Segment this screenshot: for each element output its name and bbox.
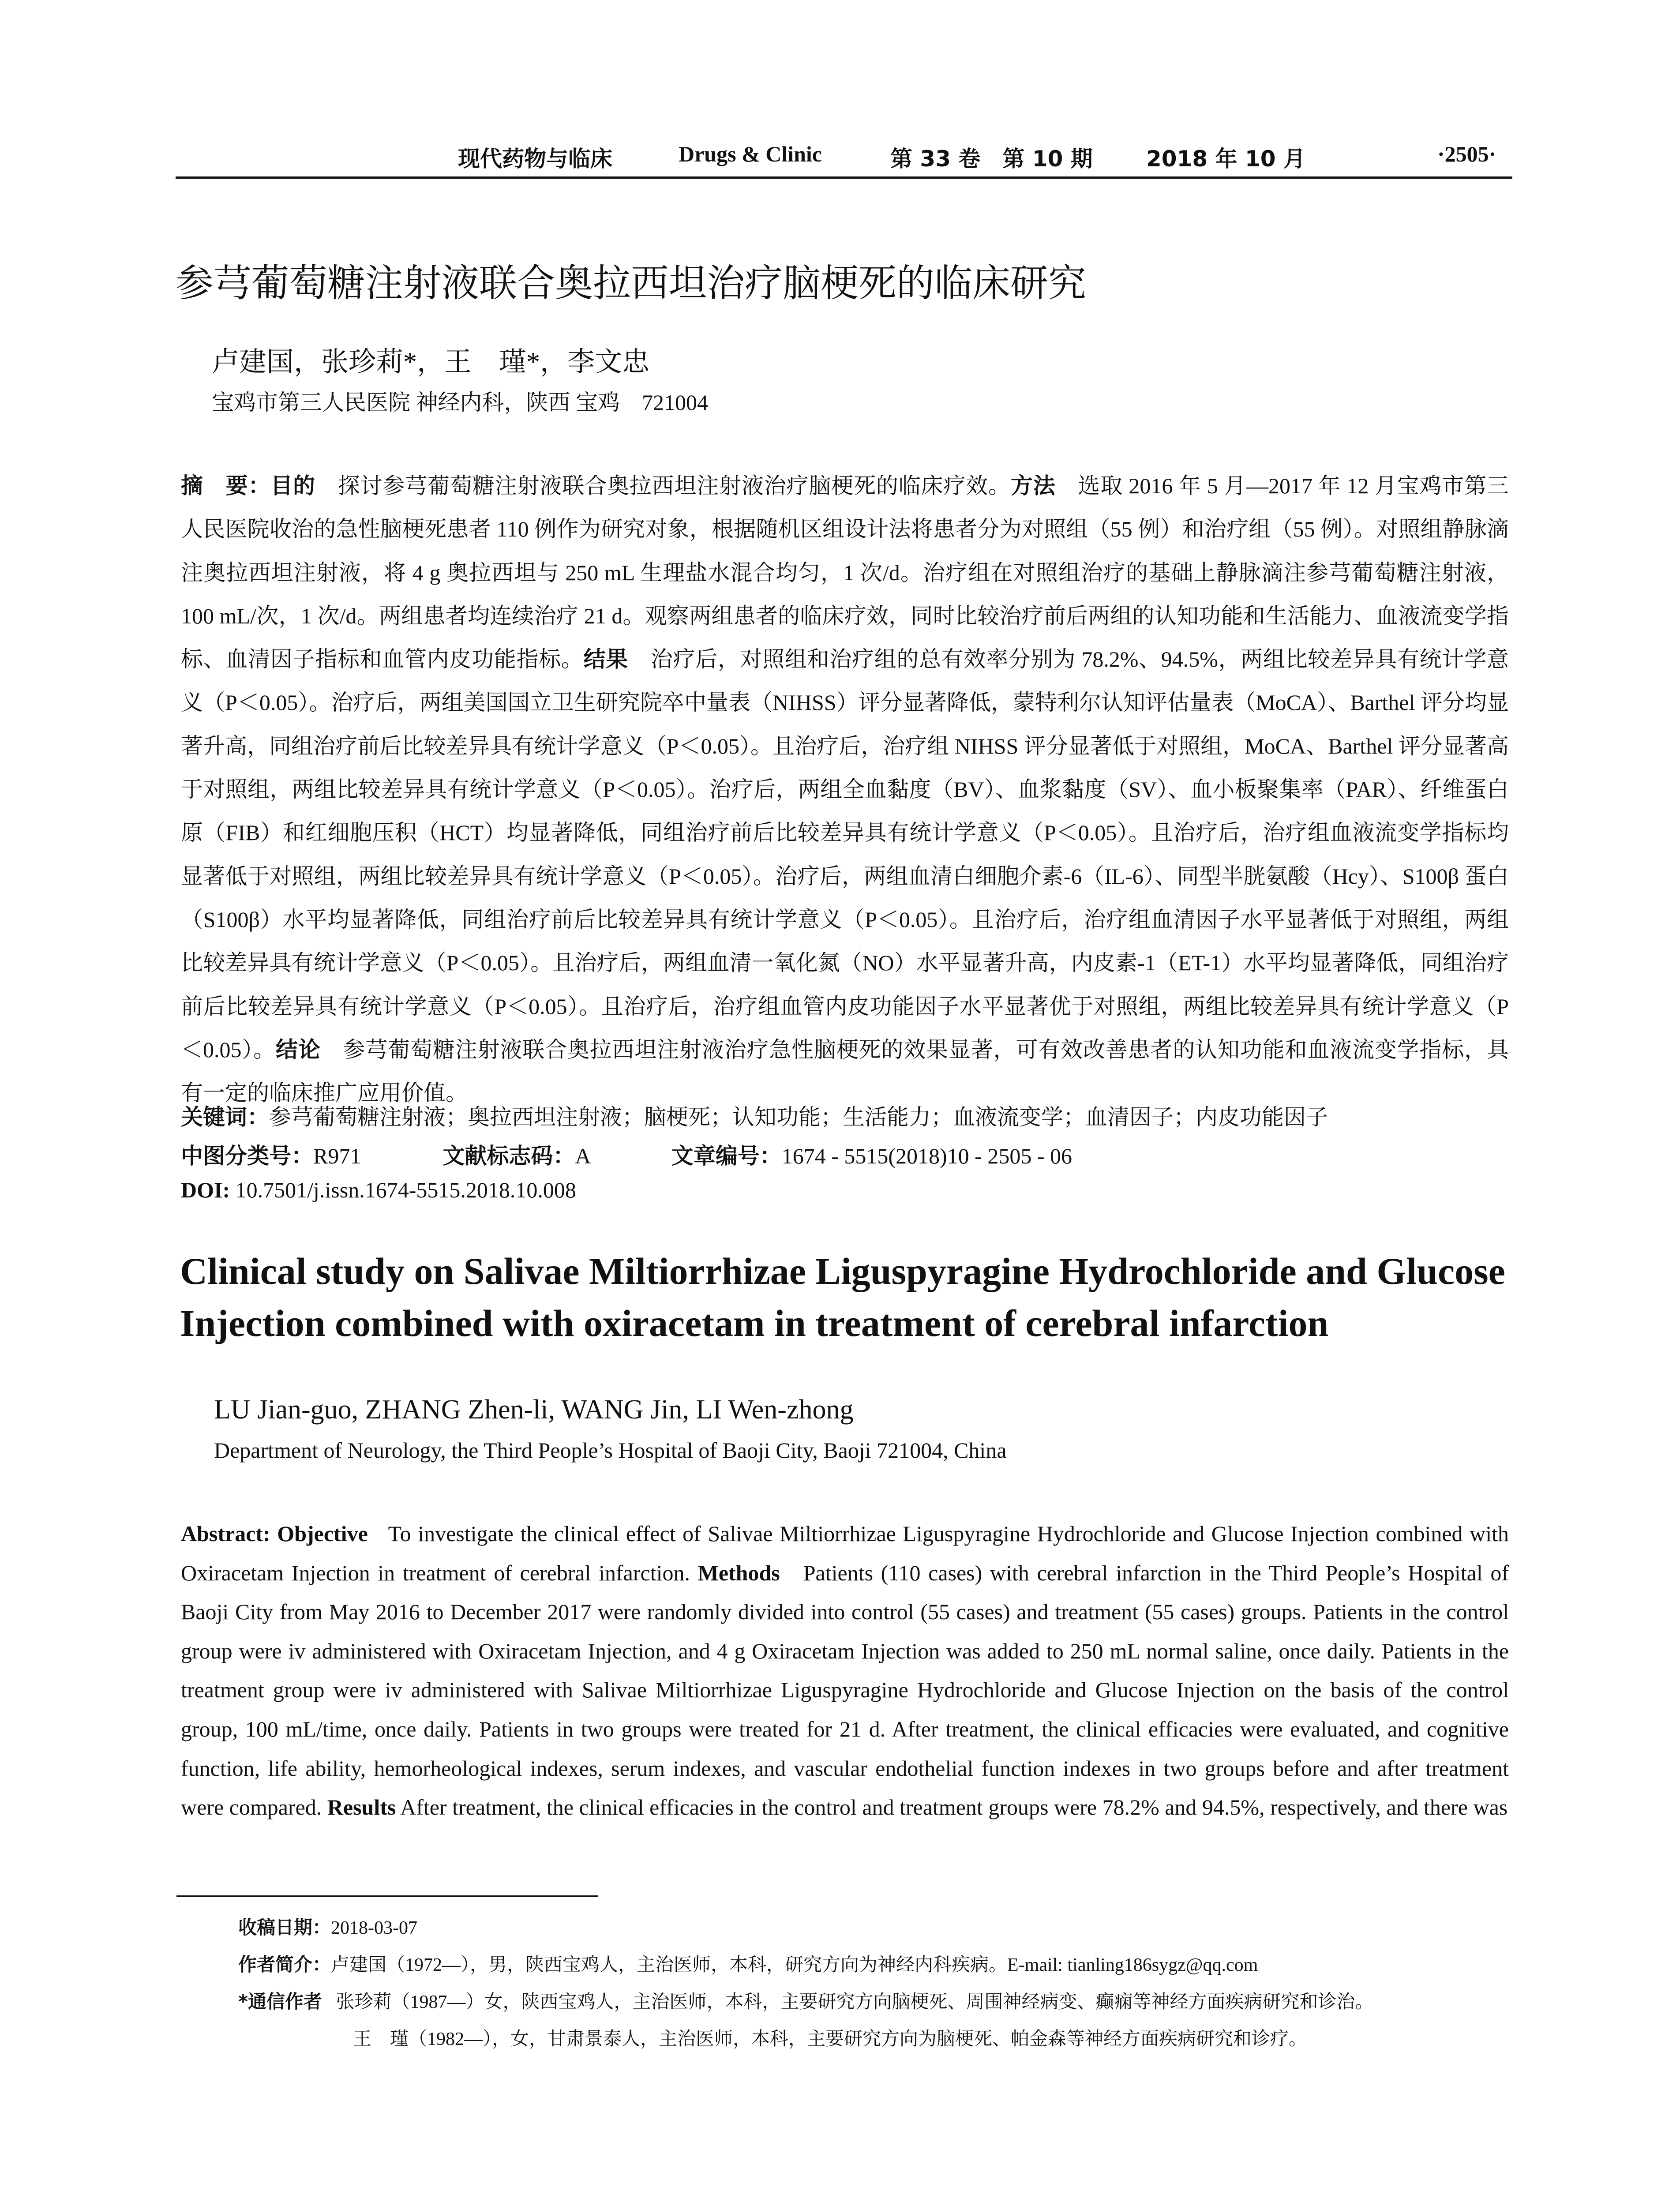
- methods-text-en: Patients (110 cases) with cerebral infarction in the Third People’s Hospital of Baoji City from May 2016 to December 2017 were randomly divided into control (55 cases) and treatment (55 cases) groups. Patients in the control group were iv administered with Oxiracetam Injection, and 4 g Oxiracetam Injection was added to 250 mL normal saline, once daily. Patients in the treatment group were iv administered with Salivae Miltiorrhizae Liguspyragine Hydrochloride and Glucose Injection on the basis of the control group, 100 mL/time, once daily. Patients in two groups were treated for 21 d. After treatment, the clinical efficacies were evaluated, and cognitive function, life ability, hemorheological indexes, serum indexes, and vascular endothelial function indexes in two groups before and after treatment were compared.: [181, 1560, 1509, 1820]
- volume-issue: 第 33 卷 第 10 期: [890, 146, 1093, 172]
- clc-value: R971: [313, 1144, 361, 1168]
- abstract-label-cn: 摘 要：: [181, 473, 271, 499]
- english-abstract: [181, 1514, 1509, 1827]
- keywords-text: 参芎葡萄糖注射液；奥拉西坦注射液；脑梗死；认知功能；生活能力；血液流变学；血清因子；内皮功能因子: [269, 1105, 1328, 1129]
- methods-label-en: Methods: [698, 1560, 780, 1585]
- doc-code-label: 文献标志码：: [442, 1143, 575, 1169]
- article-no-label: 文章编号：: [671, 1143, 782, 1169]
- english-authors: LU Jian-guo, ZHANG Zhen-li, WANG Jin, LI Wen-zhong: [214, 1395, 854, 1425]
- author-bio-line: [238, 1950, 1258, 1977]
- english-title: Clinical study on Salivae Miltiorrhizae Liguspyragine Hydrochloride and Glucose Injection combined with oxiracetam in treatment of cerebral infarction: [180, 1250, 1505, 1344]
- received-date-line: [238, 1913, 417, 1940]
- doi-line: [181, 1177, 576, 1203]
- header-rule: [176, 176, 1512, 179]
- footnote-rule: [176, 1895, 598, 1897]
- doi-value: 10.7501/j.issn.1674-5515.2018.10.008: [235, 1178, 576, 1202]
- article-no-value: 1674 - 5515(2018)10 - 2505 - 06: [781, 1144, 1072, 1168]
- running-header: [176, 141, 1512, 175]
- methods-text-cn: 选取 2016 年 5 月—2017 年 12 月宝鸡市第三人民医院收治的急性脑梗死患者 110 例作为研究对象，根据随机区组设计法将患者分为对照组（55 例）和治疗组（55 例）。对照组静脉滴注奥拉西坦注射液，将 4 g 奥拉西坦与 250 mL 生理盐水混合均匀，1 次/d。治疗组在对照组治疗的基础上静脉滴注参芎葡萄糖注射液，100 mL/次，1 次/d。两组患者均连续治疗 21 d。观察两组患者的临床疗效，同时比较治疗前后两组的认知功能和生活能力、血液流变学指标、血清因子指标和血管内皮功能指标。: [181, 473, 1509, 672]
- issue-date: 2018 年 10 月: [1146, 146, 1305, 172]
- objective-label-cn: 目的: [270, 473, 316, 499]
- results-label-cn: 结果: [583, 646, 629, 672]
- corresponding-label: *通信作者: [238, 1991, 322, 2012]
- chinese-affiliation: 宝鸡市第三人民医院 神经内科，陕西 宝鸡 721004: [212, 390, 708, 415]
- corresponding-author-2: 王 瑾（1982—），女，甘肃景泰人，主治医师，本科，主要研究方向为脑梗死、帕金森等神经方面疾病研究和诊疗。: [353, 2029, 1308, 2049]
- journal-name-cn: 现代药物与临床: [458, 146, 612, 172]
- chinese-title: 参芎葡萄糖注射液联合奥拉西坦治疗脑梗死的临床研究: [176, 261, 1086, 305]
- classification-line: [181, 1138, 1072, 1170]
- corresponding-author-line: [238, 1987, 1373, 2014]
- english-affiliation: Department of Neurology, the Third People’s Hospital of Baoji City, Baoji 721004, China: [214, 1438, 1007, 1463]
- doi-label: DOI:: [181, 1178, 230, 1202]
- chinese-abstract: [181, 464, 1509, 1114]
- doc-code-value: A: [575, 1144, 590, 1168]
- journal-name-en: Drugs & Clinic: [679, 142, 822, 166]
- methods-label-cn: 方法: [1010, 473, 1056, 499]
- corresponding-author-2-line: [353, 2024, 1307, 2051]
- objective-text-cn: 探讨参芎葡萄糖注射液联合奥拉西坦注射液治疗脑梗死的临床疗效。: [315, 473, 1011, 498]
- conclusion-label-cn: 结论: [276, 1036, 321, 1062]
- results-text-en: After treatment, the clinical efficacies in the control and treatment groups were 78.2% and 94.5%, respectively, and there was: [400, 1795, 1508, 1820]
- abstract-label-en: Abstract:: [181, 1521, 270, 1546]
- results-text-cn: 治疗后，对照组和治疗组的总有效率分别为 78.2%、94.5%，两组比较差异具有统计学意义（P＜0.05）。治疗后，两组美国国立卫生研究院卒中量表（NIHSS）评分显著降低，蒙特利尔认知评估量表（MoCA）、Barthel 评分均显著升高，同组治疗前后比较差异具有统计学意义（P＜0.05）。且治疗后，治疗组 NIHSS 评分显著低于对照组，MoCA、Barthel 评分显著高于对照组，两组比较差异具有统计学意义（P＜0.05）。治疗后，两组全血黏度（BV）、血浆黏度（SV）、血小板聚集率（PAR）、纤维蛋白原（FIB）和红细胞压积（HCT）均显著降低，同组治疗前后比较差异具有统计学意义（P＜0.05）。且治疗后，治疗组血液流变学指标均显著低于对照组，两组比较差异具有统计学意义（P＜0.05）。治疗后，两组血清白细胞介素-6（IL-6）、同型半胱氨酸（Hcy）、S100β 蛋白（S100β）水平均显著降低，同组治疗前后比较差异具有统计学意义（P＜0.05）。且治疗后，治疗组血清因子水平显著低于对照组，两组比较差异具有统计学意义（P＜0.05）。且治疗后，两组血清一氧化氮（NO）水平显著升高，内皮素-1（ET-1）水平均显著降低，同组治疗前后比较差异具有统计学意义（P＜0.05）。且治疗后，治疗组血管内皮功能因子水平显著优于对照组，两组比较差异具有统计学意义（P＜0.05）。: [181, 647, 1509, 1062]
- keywords-line: [181, 1099, 1328, 1131]
- author-bio-text: 卢建国（1972—），男，陕西宝鸡人，主治医师，本科，研究方向为神经内科疾病。E-mail: tianling186sygz@qq.com: [331, 1955, 1258, 1975]
- author-bio-label: 作者简介：: [238, 1954, 331, 1975]
- objective-text-en: To investigate the clinical effect of Salivae Miltiorrhizae Liguspyragine Hydrochloride and Glucose Injection combined with Oxiracetam Injection in treatment of cerebral infarction.: [181, 1521, 1509, 1585]
- results-label-en: Results: [327, 1795, 396, 1820]
- received-date: 2018-03-07: [331, 1918, 417, 1938]
- clc-label: 中图分类号：: [181, 1143, 313, 1169]
- received-label: 收稿日期：: [238, 1917, 331, 1938]
- objective-label-en: Objective: [277, 1521, 368, 1546]
- keywords-label: 关键词：: [181, 1104, 269, 1130]
- corresponding-author-1: 张珍莉（1987—）女，陕西宝鸡人，主治医师，本科，主要研究方向脑梗死、周围神经病变、癫痫等神经方面疾病研究和诊治。: [336, 1992, 1374, 2012]
- conclusion-text-cn: 参芎葡萄糖注射液联合奥拉西坦注射液治疗急性脑梗死的效果显著，可有效改善患者的认知功能和血液流变学指标，具有一定的临床推广应用价值。: [181, 1037, 1509, 1106]
- chinese-authors: 卢建国，张珍莉*，王 瑾*，李文忠: [212, 347, 650, 377]
- page-number: ·2505·: [1437, 142, 1496, 166]
